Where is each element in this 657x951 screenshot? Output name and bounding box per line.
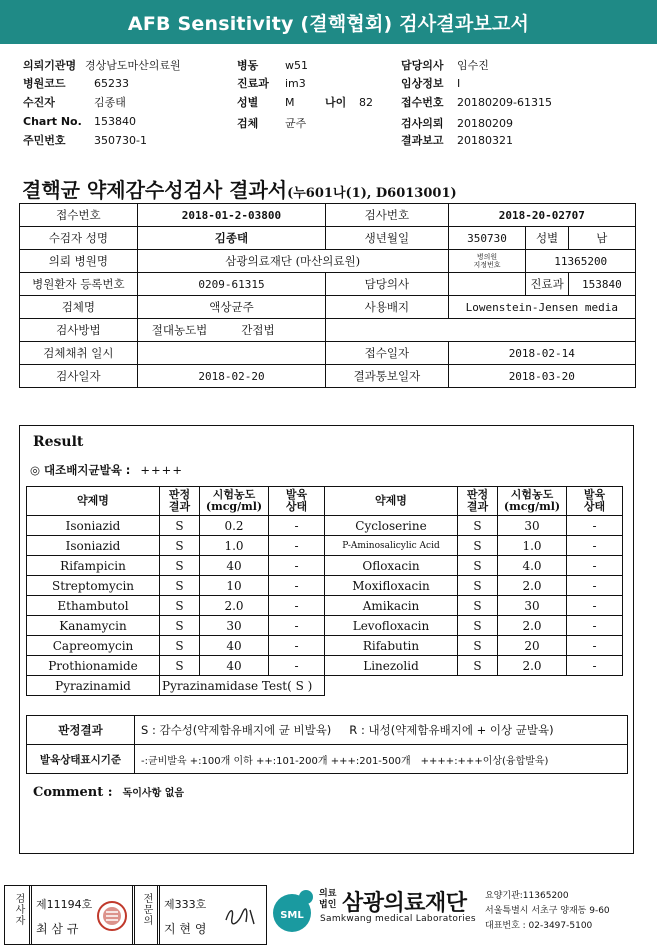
info-row-hospital [20,250,636,273]
org-address: 서울특별시 서초구 양재동 9-60 [485,906,610,916]
legend-row-judgement: 판정결과 S : 감수성(약제함유배지에 균 비발육) R : 내성(약제함유배지에 + 이상 균발육) [27,716,628,745]
report-title: 결핵균 약제감수성검사 결과서(누601나(1), D6013001) [22,178,457,202]
hospital-label: 의뢰 병원명 [20,250,138,273]
info-row-test-date [20,365,636,388]
collect-label: 검체채취 일시 [20,342,138,365]
org-tel: 대표번호 : 02-3497-5100 [485,921,593,931]
doctor-value [448,273,526,296]
test-no-value: 2018-20-02707 [448,204,635,227]
received-value: 2018-02-14 [448,342,635,365]
col-conc-2: 시험농도 (mcg/ml) [498,487,567,516]
method-label: 검사방법 [20,319,138,342]
info-row-method [20,319,636,342]
svg-text:SML: SML [280,910,304,921]
header-field-hospital-code: 병원코드 65233 [23,77,129,90]
control-growth: ◎ 대조배지균발육 : ++++ [30,463,183,477]
header-field-requested: 검사의뢰 20180209 [401,117,513,130]
method-blank [326,319,636,342]
info-row-collect [20,342,636,365]
legend-row-growth: 발육상태표시기준 -:균비발육 +:100개 이하 ++:101-200개 +++:201-500개 ++++:+++이상(융합발육) [27,745,628,774]
col-growth-2: 발육 상태 [567,487,623,516]
report-subtitle: (누601나(1), D6013001) [287,186,457,201]
table-row: Ethambutol S 2.0 - Amikacin S 30 - [27,596,623,616]
pza-value: Pyrazinamidase Test( S ) [160,676,325,696]
col-drug-2: 약제명 [325,487,458,516]
notify-label: 결과통보일자 [326,365,448,388]
patient-value: 김종태 [137,227,325,250]
header-field-clinical-info: 임상정보 I [401,77,461,90]
hospital-no-label: 병의원 지정번호 [448,250,526,273]
info-row-patient [20,227,636,250]
examiner-side-box: 검사자 [4,885,32,945]
col-drug: 약제명 [27,487,160,516]
test-date-value: 2018-02-20 [137,365,325,388]
header-field-specimen: 검체 균주 [237,117,307,130]
header-field-resident-no: 주민번호 350730-1 [23,134,147,147]
legend-growth-text: -:균비발육 +:100개 이하 ++:101-200개 +++:201-500개 ++++:+++이상(융합발육) [135,745,628,774]
receipt-label: 접수번호 [20,204,138,227]
receipt-value: 2018-01-2-03800 [137,204,325,227]
official-seal-icon [96,900,128,932]
info-row-receipt [20,204,636,227]
test-date-label: 검사일자 [20,365,138,388]
specialist-license: 제333호 [164,898,207,911]
method-value: 절대농도법 간접법 [137,319,325,342]
specimen-value: 액상균주 [137,296,325,319]
info-row-specimen [20,296,636,319]
patient-label: 수검자 성명 [20,227,138,250]
header-field-sex: 성별 M 나이 82 [237,96,373,109]
collect-value [137,342,325,365]
received-label: 접수일자 [326,342,448,365]
header-field-doctor: 담당의사 임수진 [401,59,489,72]
table-row: Capreomycin S 40 - Rifabutin S 20 - [27,636,623,656]
dob-value: 350730 [448,227,526,250]
pza-row [27,676,623,696]
comment: Comment : 독이사항 없음 [33,785,185,800]
report-banner: AFB Sensitivity (결핵협회) 검사결과보고서 [0,0,657,44]
table-row: Kanamycin S 30 - Levofloxacin S 2.0 - [27,616,623,636]
medium-label: 사용배지 [326,296,448,319]
dept-value: 153840 [568,273,635,296]
table-row: Prothionamide S 40 - Linezolid S 2.0 - [27,656,623,676]
info-table [19,203,636,388]
header-field-chart-no: Chart No. 153840 [23,115,136,128]
hospital-value: 삼광의료재단 (마산의료원) [137,250,448,273]
sex-label: 성별 [526,227,568,250]
org-name: 삼광의료재단 [342,891,467,916]
footer [4,885,653,945]
header-field-ward: 병동 w51 [237,59,308,72]
specialist-name: 지 현 영 [164,922,207,936]
examiner-name: 최 삼 규 [36,922,79,936]
result-panel [19,425,634,854]
drug-table-header [27,487,623,516]
table-row: Streptomycin S 10 - Moxifloxacin S 2.0 - [27,576,623,596]
legend-table [26,715,628,774]
signature-icon [224,904,260,928]
org-code: 요양기관:11365200 [485,891,569,901]
specialist-side-box: 전문의 [132,885,160,945]
hospital-no-value: 11365200 [526,250,636,273]
info-row-registration [20,273,636,296]
header-field-department: 진료과 im3 [237,77,306,90]
table-row: Isoniazid S 1.0 - P-Aminosalicylic Acid S 1.0 - [27,536,623,556]
table-row: Rifampicin S 40 - Ofloxacin S 4.0 - [27,556,623,576]
medium-value: Lowenstein-Jensen media [448,296,635,319]
test-no-label: 검사번호 [326,204,448,227]
table-row: Isoniazid S 0.2 - Cycloserine S 30 - [27,516,623,536]
col-judge: 판정 결과 [160,487,200,516]
specialist-box [157,885,267,945]
registration-label: 병원환자 등록번호 [20,273,138,296]
doctor-label: 담당의사 [326,273,448,296]
sex-value: 남 [568,227,635,250]
header-field-receipt-no: 접수번호 20180209-61315 [401,96,552,109]
examiner-license: 제11194호 [36,898,93,911]
col-judge-2: 판정 결과 [458,487,498,516]
pza-label: Pyrazinamid [27,676,160,696]
dept-label: 진료과 [526,273,568,296]
notify-value: 2018-03-20 [448,365,635,388]
org-english-name: Samkwang medical Laboratories [320,914,476,924]
result-title: Result [33,434,84,450]
drug-table [26,486,623,696]
specimen-label: 검체명 [20,296,138,319]
registration-value: 0209-61315 [137,273,325,296]
col-growth: 발육 상태 [269,487,325,516]
sml-logo-icon [270,887,318,935]
header-field-patient: 수진자 김종태 [23,96,126,109]
header-field-institution: 의뢰기관명 경상남도마산의료원 [23,59,181,72]
header-field-reported: 결과보고 20180321 [401,134,513,147]
col-conc: 시험농도 (mcg/ml) [200,487,269,516]
legend-judgement-text: S : 감수성(약제함유배지에 균 비발육) R : 내성(약제함유배지에 + 이상 균발육) [135,716,628,745]
dob-label: 생년월일 [326,227,448,250]
examiner-box [29,885,135,945]
org-type: 의료 법인 [319,889,337,910]
